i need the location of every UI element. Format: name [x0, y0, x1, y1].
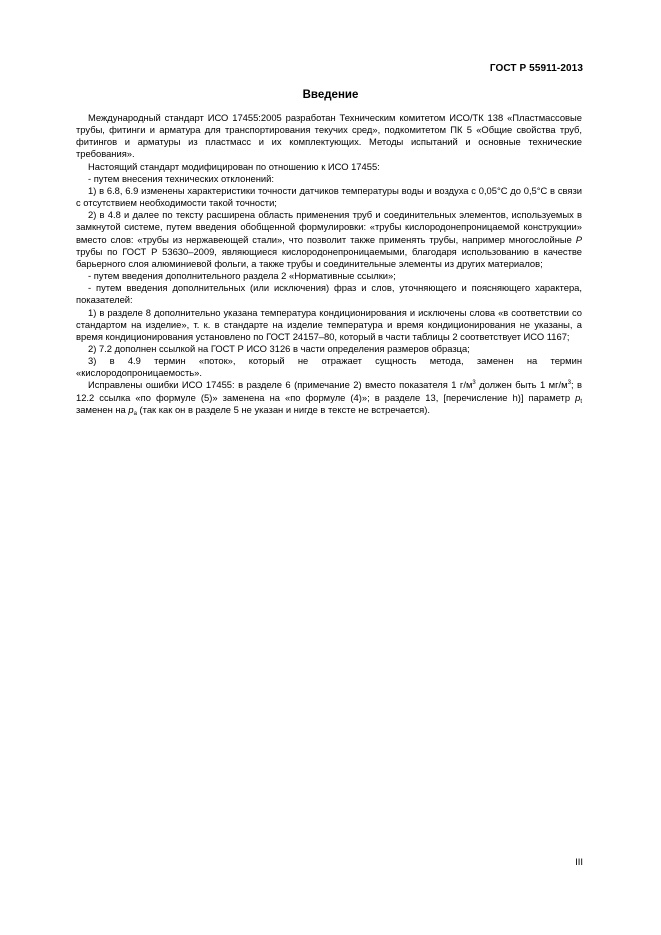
section-title: Введение: [302, 89, 359, 101]
corrections-text-1: Исправлены ошибки ИСО 17455: в разделе 6 (примечание 2) вместо показателя 1 г/м: [88, 379, 473, 391]
scope-text-part2: трубы по ГОСТ Р 53630–2009, являющиеся кислородонепроницаемыми, благодаря использованию в качестве барьерного слоя алюминиевой фольги, а также трубы и соединительные элементы из других материалов;: [76, 245, 582, 269]
page-number: III: [575, 857, 583, 868]
document-body: [76, 112, 582, 416]
superscript-3: 3: [567, 380, 571, 387]
paragraph-iso-origin: Международный стандарт ИСО 17455:2005 разработан Техническим комитетом ИСО/ТК 138 «Пластмассовые трубы, фитинги и арматура для транспортирования текучих сред», подкомитетом ПК 5 «Общие свойства труб, фитингов и арматуры из пластмасс и их комплектующих. Методы испытаний и основные технические требования».: [76, 112, 582, 160]
paragraph-technical-deviations: - путем внесения технических отклонений:: [88, 172, 274, 184]
corrections-text-2: должен быть 1 мг/м: [475, 379, 568, 391]
parameter-p: p: [128, 403, 134, 415]
paragraph-modification: Настоящий стандарт модифицирован по отношению к ИСО 17455:: [88, 160, 380, 172]
paragraph-scope-extension: [76, 209, 582, 270]
corrections-text-3: ; в 12.2 ссылка «по формуле (5)» заменена на «по формуле (4)»; в разделе 13, [перечисление h)] параметр: [76, 379, 582, 403]
paragraph-corrections: [76, 379, 582, 415]
superscript-3: 3: [472, 380, 476, 387]
pipe-type-symbol: P: [575, 233, 582, 245]
paragraph-term-replacement: 3) в 4.9 термин «поток», который не отражает сущность метода, заменен на термин «кислородопроницаемость».: [76, 355, 582, 379]
paragraph-normative-references: - путем введения дополнительного раздела 2 «Нормативные ссылки»;: [88, 270, 396, 282]
parameter-p: p: [575, 391, 581, 403]
paragraph-sensor-accuracy: 1) в 6.8, 6.9 изменены характеристики точности датчиков температуры воды и воздуха с 0,05°С до 0,5°С в связи с отсутствием необходимости такой точности;: [76, 184, 582, 209]
corrections-text-4: заменен на: [76, 403, 129, 415]
subscript-a: a: [133, 410, 137, 417]
subscript-t: t: [580, 398, 582, 405]
standard-code-header: ГОСТ Р 55911-2013: [489, 63, 583, 74]
paragraph-sample-dimensions: 2) 7.2 дополнен ссылкой на ГОСТ Р ИСО 3126 в части определения размеров образца;: [88, 342, 470, 354]
corrections-text-5: (так как он в разделе 5 не указан и нигде в тексте не встречается).: [136, 403, 430, 415]
paragraph-additional-phrases: - путем введения дополнительных (или исключения) фраз и слов, уточняющего и поясняющего характера, показателей:: [76, 282, 582, 306]
scope-text-part1: 2) в 4.8 и далее по тексту расширена область применения труб и соединительных элементов, используемых в замкнутой системе, путем введения обобщенной формулировки: «трубы кислородонепроницаемой конструкции» вместо слов: «трубы из нержавеющей стали», что позволит также применять трубы, например многослойные: [76, 209, 582, 245]
paragraph-conditioning: 1) в разделе 8 дополнительно указана температура кондиционирования и исключены слова «в соответствии со стандартом на изделие», т. к. в стандарте на изделие температура и время кондиционирования не указаны, а время кондиционирования установлено по ГОСТ 24157–80, который в части таблицы 2 соответствует ИСО 1167;: [76, 306, 582, 342]
